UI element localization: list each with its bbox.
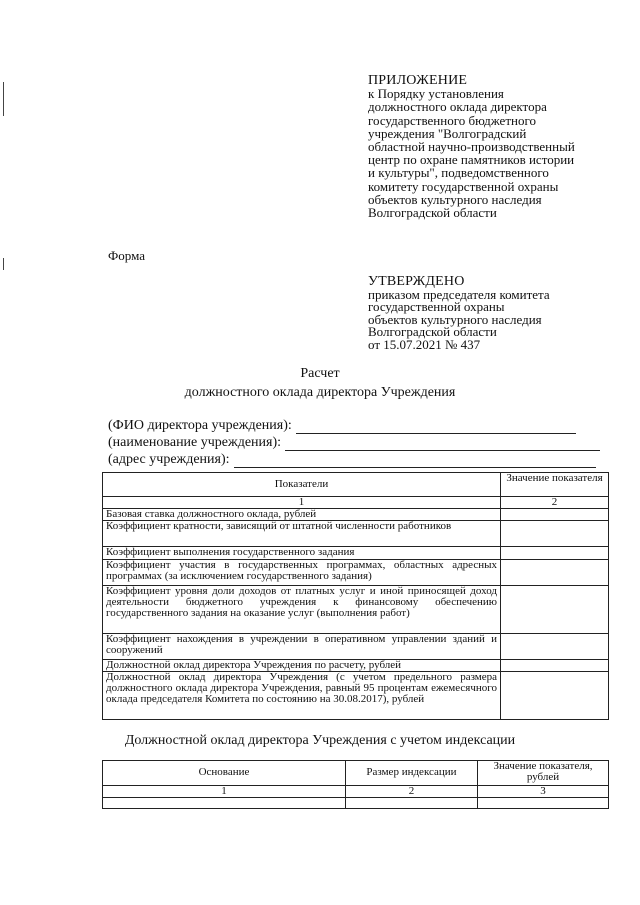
appendix-line: комитету государственной охраны xyxy=(368,178,559,194)
row-value-cell[interactable] xyxy=(501,521,609,547)
institution-address-label: (адрес учреждения): xyxy=(108,452,230,467)
calc-title: Расчет xyxy=(300,366,340,381)
row-value-cell[interactable] xyxy=(501,659,609,671)
institution-name-blank[interactable] xyxy=(285,438,600,451)
appendix-line: Волгоградской области xyxy=(368,205,497,221)
director-name-label: (ФИО директора учреждения): xyxy=(108,418,292,433)
appendix-line: учреждения "Волгоградский xyxy=(368,125,527,141)
table-number-row xyxy=(103,497,609,509)
approval-line: Волгоградской области xyxy=(368,324,497,340)
header-value: Значение показателя xyxy=(501,473,609,497)
table-row xyxy=(103,671,609,719)
header-index-size: Размер индексации xyxy=(346,761,478,786)
appendix-line: к Порядку установления xyxy=(368,86,504,102)
table-row xyxy=(103,521,609,547)
director-name-field[interactable] xyxy=(108,418,576,434)
row-value-cell[interactable] xyxy=(501,559,609,585)
appendix-title: ПРИЛОЖЕНИЕ xyxy=(368,73,468,88)
row-value-cell[interactable] xyxy=(501,671,609,719)
row-label: Коэффициент участия в государственных программах, областных адресных программах (за исключением государственного задания) xyxy=(103,559,501,585)
institution-address-blank[interactable] xyxy=(234,455,596,468)
calc-subtitle: должностного оклада директора Учреждения xyxy=(184,385,456,400)
row-value-cell[interactable] xyxy=(501,585,609,633)
table-row xyxy=(103,585,609,633)
index-size-cell[interactable] xyxy=(346,798,478,809)
appendix-block xyxy=(368,74,618,219)
indicators-table xyxy=(102,472,609,720)
column-number: 1 xyxy=(103,497,501,509)
table-header-row xyxy=(103,761,609,786)
appendix-line: и культуры", подведомственного xyxy=(368,165,549,181)
row-value-cell[interactable] xyxy=(501,509,609,521)
row-value-cell[interactable] xyxy=(501,547,609,559)
appendix-line: объектов культурного наследия xyxy=(368,191,542,207)
approval-title: УТВЕРЖДЕНО xyxy=(368,274,465,289)
column-number: 3 xyxy=(478,786,609,798)
row-label: Коэффициент кратности, зависящий от штатной численности работников xyxy=(103,521,501,547)
institution-name-label: (наименование учреждения): xyxy=(108,435,282,450)
indexation-table xyxy=(102,760,609,809)
row-value-cell[interactable] xyxy=(501,633,609,659)
appendix-line: должностного оклада директора xyxy=(368,99,547,115)
table-row xyxy=(103,547,609,559)
table-row xyxy=(103,633,609,659)
form-label: Форма xyxy=(108,248,145,263)
table-row xyxy=(103,509,609,521)
approval-line: приказом председателя комитета xyxy=(368,286,550,302)
row-label: Коэффициент нахождения в учреждении в оперативном управлении зданий и сооружений xyxy=(103,633,501,659)
approval-line: объектов культурного наследия xyxy=(368,311,542,327)
indexation-title: Должностной оклад директора Учреждения с учетом индексации xyxy=(124,733,516,748)
row-label: Коэффициент уровня доли доходов от платных услуг и иной приносящей доход деятельности бюджетного учреждения к финансовому обеспечению государственного задания на оказание услуг (выполнения работ) xyxy=(103,585,501,633)
table-number-row xyxy=(103,786,609,798)
column-number: 1 xyxy=(103,786,346,798)
appendix-line: областной научно-производственный xyxy=(368,139,575,155)
appendix-line: центр по охране памятников истории xyxy=(368,152,575,168)
scan-edge-mark xyxy=(3,82,4,116)
header-basis: Основание xyxy=(103,761,346,786)
row-label: Должностной оклад директора Учреждения (с учетом предельного размера должностного оклада директора Учреждения, равный 95 процентам ежемесячного оклада председателя Комитета по состоянию на 30.08.2017), рублей xyxy=(103,671,501,719)
row-label: Должностной оклад директора Учреждения по расчету, рублей xyxy=(103,659,501,671)
column-number: 2 xyxy=(501,497,609,509)
table-row xyxy=(103,559,609,585)
approval-line: от 15.07.2021 № 437 xyxy=(368,336,481,352)
appendix-line: государственного бюджетного xyxy=(368,112,536,128)
scan-edge-mark xyxy=(3,258,4,270)
institution-address-field[interactable] xyxy=(108,452,596,468)
director-name-blank[interactable] xyxy=(296,421,576,434)
header-indicators: Показатели xyxy=(103,473,501,497)
row-label: Коэффициент выполнения государственного задания xyxy=(103,547,501,559)
institution-name-field[interactable] xyxy=(108,435,600,451)
approval-line: государственной охраны xyxy=(368,299,505,315)
approval-block xyxy=(368,276,618,352)
value-cell[interactable] xyxy=(478,798,609,809)
row-label: Базовая ставка должностного оклада, рублей xyxy=(103,509,501,521)
header-value-rubles: Значение показателя, рублей xyxy=(478,761,609,786)
table-row xyxy=(103,798,609,809)
basis-cell[interactable] xyxy=(103,798,346,809)
table-row xyxy=(103,659,609,671)
table-header-row xyxy=(103,473,609,497)
column-number: 2 xyxy=(346,786,478,798)
